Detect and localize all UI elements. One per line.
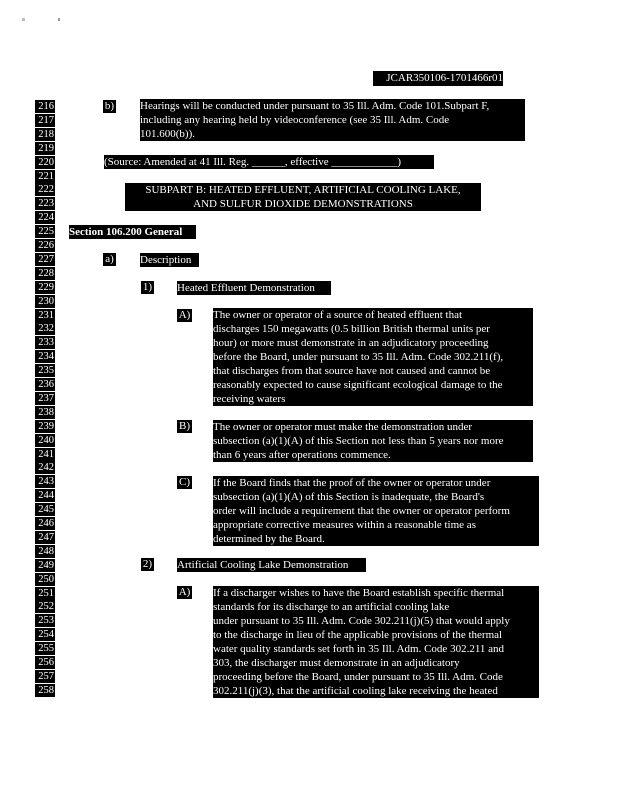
line-number: 226 — [35, 239, 55, 252]
paragraph-line: appropriate corrective measures within a reasonable time as — [213, 519, 476, 531]
source-note — [104, 155, 434, 169]
paragraph-line: Hearings will be conducted under pursuant to 35 Ill. Adm. Code 101.Subpart F, — [140, 100, 490, 112]
line-number: 231 — [35, 309, 55, 322]
line-number: 248 — [35, 545, 55, 558]
line-number: 242 — [35, 461, 55, 474]
paragraph-line: receiving waters — [213, 393, 286, 405]
line-number: 257 — [35, 670, 55, 683]
hearing-paragraph — [140, 99, 525, 141]
paragraph-line: determined by the Board. — [213, 533, 325, 545]
line-number: 255 — [35, 642, 55, 655]
line-number: 232 — [35, 322, 55, 335]
subpart-line: AND SULFUR DIOXIDE DEMONSTRATIONS — [193, 198, 413, 210]
heated-effluent-heading — [177, 281, 331, 295]
description-heading — [140, 253, 199, 267]
paragraph-line: subsection (a)(1)(A) of this Section is inadequate, the Board's — [213, 491, 485, 503]
paragraph-A1 — [213, 308, 533, 406]
label-2: 2) — [142, 558, 153, 570]
line-number: 229 — [35, 281, 55, 294]
paragraph-line: order will include a requirement that the owner or operator perform — [213, 505, 510, 517]
line-number: 240 — [35, 434, 55, 447]
label-C-1: C) — [179, 476, 190, 488]
label-a: a) — [103, 253, 116, 266]
line-number: 254 — [35, 628, 55, 641]
line-number: 225 — [35, 225, 55, 238]
paragraph-line: The owner or operator must make the demonstration under — [213, 421, 473, 433]
line-number: 235 — [35, 364, 55, 377]
heading-line: Artificial Cooling Lake Demonstration — [177, 559, 349, 571]
line-number: 256 — [35, 656, 55, 669]
label-b: b) — [104, 100, 115, 112]
paragraph-line: including any hearing held by videoconference (see 35 Ill. Adm. Code — [140, 114, 450, 126]
line-number: 237 — [35, 392, 55, 405]
line-number: 227 — [35, 253, 55, 266]
line-number: 216 — [35, 100, 55, 113]
line-number: 238 — [35, 406, 55, 419]
paragraph-line: that discharges from that source have not caused and cannot be — [213, 365, 491, 377]
line-number: 219 — [35, 142, 55, 155]
speck-mark — [58, 18, 60, 21]
paragraph-line: discharges 150 megawatts (0.5 billion British thermal units per — [213, 323, 490, 335]
line-number: 236 — [35, 378, 55, 391]
line-number: 245 — [35, 503, 55, 516]
line-number: 217 — [35, 114, 55, 127]
paragraph-line: water quality standards set forth in 35 Ill. Adm. Code 302.211 and — [213, 643, 505, 655]
subpart-line: SUBPART B: HEATED EFFLUENT, ARTIFICIAL COOLING LAKE, — [145, 184, 461, 196]
label-A-2: A) — [178, 586, 191, 598]
line-number: 223 — [35, 197, 55, 210]
line-number: 252 — [35, 600, 55, 613]
paragraph-line: 101.600(b)). — [140, 128, 195, 140]
label-A-1: A) — [178, 309, 191, 321]
line-number: 222 — [35, 183, 55, 196]
paragraph-line: than 6 years after operations commence. — [213, 449, 391, 461]
paragraph-line: subsection (a)(1)(A) of this Section not less than 5 years nor more — [213, 435, 504, 447]
line-number: 243 — [35, 475, 55, 488]
line-number: 230 — [35, 295, 55, 308]
line-number: 221 — [35, 170, 55, 183]
line-number: 244 — [35, 489, 55, 502]
subpart-heading — [125, 183, 481, 211]
line-number: 228 — [35, 267, 55, 280]
line-number: 224 — [35, 211, 55, 224]
line-number: 258 — [35, 684, 55, 697]
cooling-lake-heading — [177, 558, 366, 572]
section-line: Section 106.200 General — [69, 226, 183, 238]
line-number: 220 — [35, 156, 55, 169]
description-line: Description — [140, 254, 192, 266]
heading-line: Heated Effluent Demonstration — [177, 282, 315, 294]
line-number: 234 — [35, 350, 55, 363]
paragraph-line: hour) or more must demonstrate in an adjudicatory proceeding — [213, 337, 489, 349]
line-number: 249 — [35, 559, 55, 572]
paragraph-line: 303, the discharger must demonstrate in an adjudicatory — [213, 657, 460, 669]
speck-mark — [22, 18, 25, 21]
paragraph-A2 — [213, 586, 539, 698]
paragraph-line: standards for its discharge to an artificial cooling lake — [213, 601, 450, 613]
paragraph-line: The owner or operator of a source of heated effluent that — [213, 309, 463, 321]
paragraph-line: under pursuant to 35 Ill. Adm. Code 302.211(j)(5) that would apply — [213, 615, 510, 627]
paragraph-line: If the Board finds that the proof of the owner or operator under — [213, 477, 491, 489]
document-number: JCAR350106-1701466r01 — [373, 71, 503, 86]
paragraph-line: reasonably expected to cause significant ecological damage to the — [213, 379, 503, 391]
paragraph-line: 302.211(j)(3), that the artificial cooling lake receiving the heated — [213, 685, 498, 697]
paragraph-line: If a discharger wishes to have the Board establish specific thermal — [213, 587, 505, 599]
paragraph-C1 — [213, 476, 539, 546]
paragraph-line: before the Board, under pursuant to 35 Ill. Adm. Code 302.211(f), — [213, 351, 504, 363]
line-number: 239 — [35, 420, 55, 433]
line-number: 233 — [35, 336, 55, 349]
line-number: 250 — [35, 573, 55, 586]
line-number: 253 — [35, 614, 55, 627]
line-number: 251 — [35, 587, 55, 600]
source-line: (Source: Amended at 41 Ill. Reg. ______, effective ____________) — [104, 156, 402, 168]
line-number: 241 — [35, 448, 55, 461]
paragraph-line: proceeding before the Board, under pursuant to 35 Ill. Adm. Code — [213, 671, 503, 683]
label-B-1: B) — [179, 420, 190, 432]
label-1: 1) — [142, 281, 153, 293]
line-number: 246 — [35, 517, 55, 530]
line-number: 247 — [35, 531, 55, 544]
paragraph-B1 — [213, 420, 533, 462]
section-heading — [69, 225, 196, 239]
paragraph-line: to the discharge in lieu of the applicable provisions of the thermal — [213, 629, 503, 641]
line-number: 218 — [35, 128, 55, 141]
